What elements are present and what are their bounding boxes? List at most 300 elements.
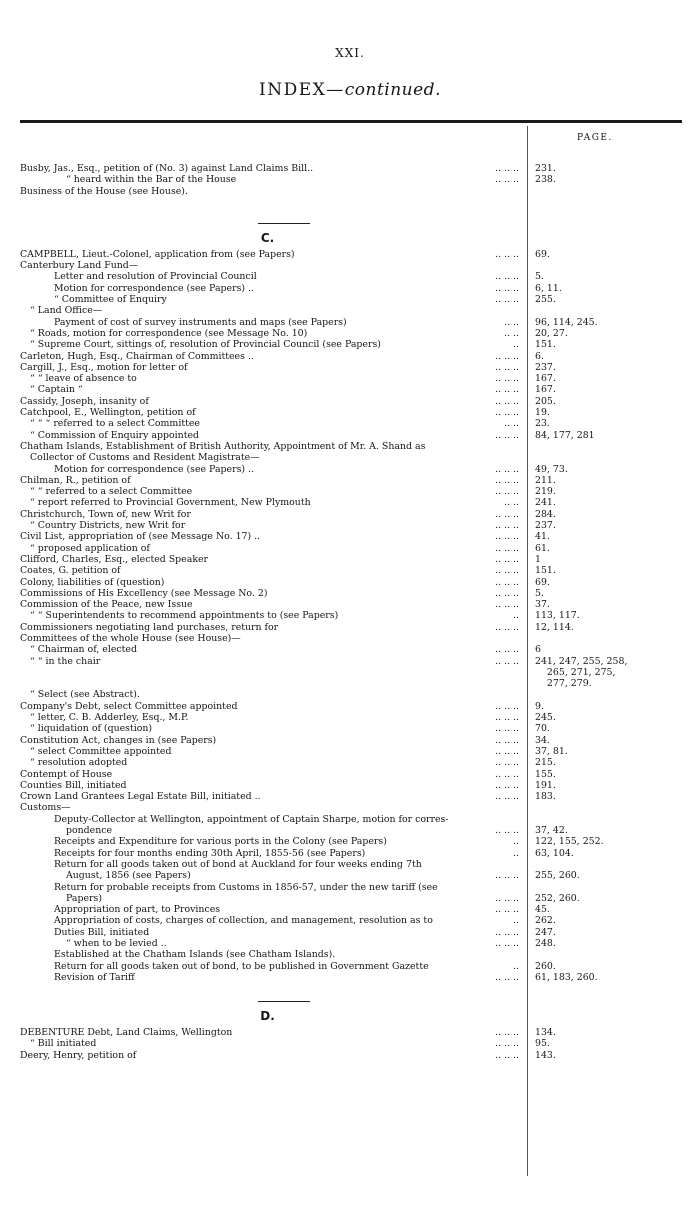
index-entry — [0, 870, 700, 881]
entry-leader-dots: .. .. .. — [491, 543, 519, 554]
entry-leader-dots: .. .. .. — [491, 927, 519, 938]
entry-leader-dots: .. — [509, 836, 519, 847]
entry-description — [20, 1027, 519, 1038]
index-entry — [0, 418, 700, 429]
index-entry — [0, 836, 700, 847]
entry-page-ref: 122, 155, 252. — [535, 836, 604, 848]
entry-text: Receipts for four months ending 30th April, 1855-56 (see Papers) — [54, 847, 366, 859]
entry-text: CAMPBELL, Lieut.-Colonel, application from (see Papers) — [20, 248, 295, 260]
entry-leader-dots: .. .. .. — [491, 554, 519, 565]
entry-leader-dots: .. — [509, 915, 519, 926]
entry-description — [30, 373, 519, 384]
entry-description — [30, 723, 519, 734]
index-entry — [0, 186, 700, 197]
entry-text: Christchurch, Town of, new Writ for — [20, 508, 191, 520]
entry-text: “ Select (see Abstract). — [30, 689, 140, 701]
entry-text: Return for all goods taken out of bond at Auckland for four weeks ending 7th — [54, 858, 422, 870]
index-entry — [0, 848, 700, 859]
entry-page-ref: 231. — [535, 163, 556, 174]
entry-text: Return for all goods taken out of bond, to be published in Government Gazette — [54, 960, 429, 972]
entry-text: Papers) — [66, 892, 102, 904]
entry-description — [20, 769, 519, 780]
entry-text: “ when to be levied .. — [66, 938, 167, 949]
entry-page-ref: 37. — [535, 599, 550, 611]
entry-leader-dots: .. .. .. — [491, 283, 519, 294]
entry-text: “ Captain “ — [30, 384, 83, 396]
entry-description — [20, 441, 519, 452]
entry-text: “ Country Districts, new Writ for — [30, 520, 186, 532]
entry-leader-dots: .. .. .. — [491, 893, 519, 904]
entry-description — [30, 610, 519, 621]
entry-description — [30, 543, 519, 554]
entry-description — [30, 418, 519, 429]
index-entry — [0, 588, 700, 599]
entry-description — [30, 305, 519, 316]
entry-leader-dots: .. .. .. — [491, 757, 519, 768]
entry-text: “ report referred to Provincial Government, New Plymouth — [30, 497, 311, 509]
page-title — [0, 80, 700, 100]
page-column-header: PAGE. — [577, 133, 613, 143]
entry-text: Counties Bill, initiated — [20, 779, 127, 791]
entry-leader-dots: .. .. .. — [491, 938, 519, 949]
entry-text: “ “ in the chair — [30, 655, 101, 667]
entry-page-ref: 6 — [535, 644, 541, 656]
entry-page-ref: 1 — [535, 553, 541, 565]
index-entry — [0, 972, 700, 983]
entry-page-ref: 45. — [535, 904, 550, 916]
entry-description — [30, 656, 519, 667]
entry-page-ref: 37, 42. — [535, 825, 568, 837]
entry-page-ref: 23. — [535, 418, 550, 430]
entry-text: Carleton, Hugh, Esq., Chairman of Committees .. — [20, 350, 254, 362]
entry-page-ref: 19. — [535, 407, 550, 419]
entry-description — [20, 565, 519, 576]
entry-text: “ Committee of Enquiry — [54, 294, 167, 306]
entry-description — [20, 396, 519, 407]
entry-description — [66, 870, 519, 881]
entry-description — [20, 351, 519, 362]
entry-description — [30, 430, 519, 441]
index-entry — [0, 825, 700, 836]
entry-page-ref: 255, 260. — [535, 870, 580, 882]
entry-page-ref: 248. — [535, 938, 556, 949]
entry-leader-dots: .. .. .. — [491, 249, 519, 260]
entry-description — [20, 407, 519, 418]
index-entry — [0, 791, 700, 802]
entry-leader-dots: .. .. .. — [491, 520, 519, 531]
entry-page-ref: 61. — [535, 542, 550, 554]
entry-text: “ liquidation of (question) — [30, 723, 153, 735]
entry-description — [30, 339, 519, 350]
entry-page-ref: 219. — [535, 486, 556, 498]
section-heading — [0, 217, 700, 249]
section-divider — [258, 223, 310, 224]
entry-text: Commissions of His Excellency (see Message No. 2) — [20, 587, 268, 599]
entry-text: Coates, G. petition of — [20, 565, 121, 577]
entry-text: Chilman, R., petition of — [20, 474, 131, 486]
index-entry — [0, 723, 700, 734]
entry-text: “ “ Superintendents to recommend appointments to (see Papers) — [30, 610, 339, 622]
page-folio: XXI. — [335, 46, 365, 60]
entry-description — [66, 174, 519, 185]
index-entry — [0, 938, 700, 949]
entry-page-ref: 113, 117. — [535, 610, 580, 622]
index-entry — [0, 599, 700, 610]
entry-page-ref: 49, 73. — [535, 463, 568, 475]
entry-description — [54, 836, 519, 847]
entry-text: Clifford, Charles, Esq., elected Speaker — [20, 553, 209, 565]
entry-text: Colony, liabilities of (question) — [20, 576, 165, 588]
entry-description — [20, 260, 519, 271]
entry-text: “ Land Office— — [30, 305, 103, 317]
index-entry — [0, 283, 700, 294]
index-entry — [0, 497, 700, 508]
entry-leader-dots: .. .. .. — [491, 599, 519, 610]
entry-description — [30, 1038, 519, 1049]
entry-text: Deputy-Collector at Wellington, appointment of Captain Sharpe, motion for corres- — [54, 813, 449, 825]
entry-text: Busby, Jas., Esq., petition of (No. 3) against Land Claims Bill.. — [20, 163, 314, 174]
entry-leader-dots: .. .. .. — [491, 746, 519, 757]
entry-page-ref: 95. — [535, 1038, 550, 1050]
section-heading — [0, 995, 700, 1027]
section-spacer — [0, 983, 700, 995]
entry-text: Revision of Tariff — [54, 971, 135, 983]
entry-leader-dots: .. .. .. — [491, 464, 519, 475]
entry-description — [20, 362, 519, 373]
entry-page-ref: 247. — [535, 926, 556, 938]
entry-description — [54, 317, 519, 328]
entry-leader-dots: .. .. .. — [491, 712, 519, 723]
index-entry — [0, 464, 700, 475]
index-entry — [0, 678, 700, 689]
index-entry — [0, 1050, 700, 1061]
entry-text: Chatham Islands, Establishment of British Authority, Appointment of Mr. A. Shand as — [20, 440, 426, 452]
entry-description — [30, 689, 519, 700]
entry-description — [30, 486, 519, 497]
entry-leader-dots: .. .. .. — [491, 870, 519, 881]
index-entry — [0, 373, 700, 384]
section-divider — [258, 1001, 310, 1002]
entry-page-ref: 241, 247, 255, 258, — [535, 655, 628, 667]
index-entry — [0, 430, 700, 441]
entry-description — [20, 509, 519, 520]
entry-text: Payment of cost of survey instruments and maps (see Papers) — [54, 316, 347, 328]
section-letter: C. — [260, 230, 275, 245]
entry-text: “ Commission of Enquiry appointed — [30, 429, 200, 441]
entry-text: “ proposed application of — [30, 542, 150, 554]
entry-leader-dots: .. .. .. — [491, 791, 519, 802]
index-entry — [0, 1038, 700, 1049]
entry-text: Customs— — [20, 802, 71, 814]
index-entry — [0, 1027, 700, 1038]
entry-page-ref: 211. — [535, 474, 556, 486]
index-entry — [0, 554, 700, 565]
index-entry — [0, 328, 700, 339]
entry-description — [20, 791, 519, 802]
entry-leader-dots: .. .. .. — [491, 174, 519, 185]
section-spacer — [0, 205, 700, 217]
entry-description — [54, 271, 519, 282]
entry-description — [54, 294, 519, 305]
entry-text: Established at the Chatham Islands (see Chatham Islands). — [54, 949, 336, 961]
entry-leader-dots: .. .. .. — [491, 735, 519, 746]
entry-leader-dots: .. — [509, 961, 519, 972]
entry-leader-dots: .. .. .. — [491, 780, 519, 791]
title-prefix: INDEX— — [259, 80, 345, 100]
entry-leader-dots: .. .. .. — [491, 475, 519, 486]
entry-page-ref: 70. — [535, 723, 550, 735]
entry-page-ref: 151. — [535, 565, 556, 577]
entry-text: DEBENTURE Debt, Land Claims, Wellington — [20, 1027, 233, 1039]
entry-text: Committees of the whole House (see House)— — [20, 632, 241, 644]
index-entry — [0, 305, 700, 316]
entry-page-ref: 284. — [535, 508, 556, 520]
entry-text: “ Bill initiated — [30, 1038, 97, 1050]
index-entry — [0, 520, 700, 531]
entry-text: Business of the House (see House). — [20, 185, 188, 197]
index-entry — [0, 656, 700, 667]
entry-description — [30, 452, 519, 463]
entry-description — [54, 927, 519, 938]
entry-description — [54, 961, 519, 972]
index-entry — [0, 260, 700, 271]
entry-description — [20, 577, 519, 588]
entry-text: Motion for correspondence (see Papers) .. — [54, 463, 254, 475]
entry-text: Collector of Customs and Resident Magistrate— — [30, 452, 260, 464]
entry-description — [54, 949, 519, 960]
index-entry — [0, 633, 700, 644]
entry-leader-dots: .. .. .. — [491, 577, 519, 588]
index-entry — [0, 735, 700, 746]
entry-description — [20, 633, 519, 644]
entry-description — [20, 531, 519, 542]
entry-page-ref: 9. — [535, 700, 544, 712]
entry-page-ref: 69. — [535, 576, 550, 588]
index-entry — [0, 780, 700, 791]
entry-description — [54, 915, 519, 926]
index-entry — [0, 396, 700, 407]
entry-text: Motion for correspondence (see Papers) .. — [54, 282, 254, 294]
index-entry — [0, 174, 700, 185]
entry-text: “ Chairman of, elected — [30, 644, 137, 656]
entry-text: “ Roads, motion for correspondence (see Message No. 10) — [30, 327, 308, 339]
index-entry — [0, 362, 700, 373]
entry-page-ref: 143. — [535, 1049, 556, 1061]
entry-description — [20, 588, 519, 599]
index-entry — [0, 802, 700, 813]
index-entry — [0, 249, 700, 260]
index-entry — [0, 384, 700, 395]
entry-description — [54, 464, 519, 475]
entry-page-ref: 215. — [535, 757, 556, 769]
entry-text: Appropriation of costs, charges of collection, and management, resolution as to — [54, 915, 433, 927]
index-entry — [0, 577, 700, 588]
entry-description — [20, 186, 519, 197]
entry-page-ref: 238. — [535, 174, 556, 186]
entry-page-ref: 151. — [535, 339, 556, 351]
entry-description — [30, 644, 519, 655]
index-entry — [0, 915, 700, 926]
entry-leader-dots: .. .. .. — [491, 294, 519, 305]
entry-text: “ letter, C. B. Adderley, Esq., M.P. — [30, 712, 189, 724]
entry-page-ref: 5. — [535, 271, 544, 283]
entry-page-ref: 252, 260. — [535, 892, 580, 904]
index-entry — [0, 622, 700, 633]
entry-text: Civil List, appropriation of (see Message No. 17) .. — [20, 531, 261, 543]
entry-page-ref: 262. — [535, 915, 556, 927]
entry-leader-dots: .. — [509, 610, 519, 621]
entry-text: “ heard within the Bar of the House — [66, 174, 237, 186]
entry-leader-dots: .. .. .. — [491, 1038, 519, 1049]
entry-description — [20, 249, 519, 260]
entry-description — [20, 701, 519, 712]
index-entry — [0, 882, 700, 893]
entry-text: “ “ referred to a select Committee — [30, 486, 193, 498]
entry-leader-dots: .. .. .. — [491, 825, 519, 836]
entry-text: Commissioners negotiating land purchases, return for — [20, 621, 279, 633]
entry-text: “ Supreme Court, sittings of, resolution of Provincial Council (see Papers) — [30, 339, 381, 351]
entry-description — [20, 735, 519, 746]
entry-leader-dots: .. .. — [500, 497, 519, 508]
entry-description — [30, 384, 519, 395]
entry-page-ref: 237. — [535, 520, 556, 532]
index-entry — [0, 949, 700, 960]
entry-page-ref: 241. — [535, 497, 556, 509]
entry-description — [54, 972, 519, 983]
entry-text: pondence — [66, 825, 113, 837]
entry-description — [30, 328, 519, 339]
entry-description — [66, 893, 519, 904]
entry-leader-dots: .. .. .. — [491, 622, 519, 633]
entry-leader-dots: .. .. .. — [491, 373, 519, 384]
entry-page-ref: 20, 27. — [535, 327, 568, 339]
entry-leader-dots: .. .. .. — [491, 656, 519, 667]
entry-text: “ select Committee appointed — [30, 745, 172, 757]
index-entry — [0, 339, 700, 350]
entry-leader-dots: .. .. .. — [491, 509, 519, 520]
entry-leader-dots: .. .. .. — [491, 486, 519, 497]
index-entry — [0, 859, 700, 870]
header-rule — [20, 120, 682, 123]
index-entry — [0, 531, 700, 542]
entry-page-ref: 34. — [535, 734, 550, 746]
entry-leader-dots: .. — [509, 848, 519, 859]
entry-description — [30, 757, 519, 768]
index-entry — [0, 769, 700, 780]
entry-leader-dots: .. .. .. — [491, 972, 519, 983]
entry-page-ref: 237. — [535, 361, 556, 373]
entry-page-ref: 191. — [535, 779, 556, 791]
entry-description — [54, 814, 519, 825]
entry-description — [20, 622, 519, 633]
entry-description — [20, 554, 519, 565]
entry-description — [66, 825, 519, 836]
entry-page-ref: 255. — [535, 294, 556, 306]
entry-text: Canterbury Land Fund— — [20, 260, 139, 272]
entry-description — [20, 599, 519, 610]
entry-text: Contempt of House — [20, 768, 113, 780]
entry-description — [30, 712, 519, 723]
entry-page-ref: 61, 183, 260. — [535, 971, 598, 983]
entry-leader-dots: .. .. — [500, 418, 519, 429]
index-entry — [0, 543, 700, 554]
entry-page-ref: 37, 81. — [535, 745, 568, 757]
entry-text: Cassidy, Joseph, insanity of — [20, 395, 149, 407]
entry-description — [20, 802, 519, 813]
entry-leader-dots: .. .. .. — [491, 1050, 519, 1061]
entry-text: Letter and resolution of Provincial Council — [54, 271, 257, 283]
entry-leader-dots: .. .. .. — [491, 1027, 519, 1038]
index-entry — [0, 486, 700, 497]
entry-leader-dots: .. .. .. — [491, 396, 519, 407]
entry-leader-dots: .. .. .. — [491, 565, 519, 576]
entry-page-ref: 167. — [535, 384, 556, 396]
entry-page-ref: 6, 11. — [535, 282, 562, 294]
entry-text: Cargill, J., Esq., motion for letter of — [20, 361, 188, 373]
entry-description — [54, 848, 519, 859]
entry-page-ref: 12, 114. — [535, 621, 574, 633]
entry-page-ref: 277, 279. — [535, 678, 592, 690]
entry-page-ref: 265, 271, 275, — [535, 666, 616, 678]
entry-description — [54, 859, 519, 870]
entry-text: Duties Bill, initiated — [54, 926, 150, 938]
entry-leader-dots: .. .. .. — [491, 701, 519, 712]
entry-leader-dots: .. .. .. — [491, 588, 519, 599]
index-entry — [0, 271, 700, 282]
index-entry — [0, 757, 700, 768]
entry-leader-dots: .. .. .. — [491, 351, 519, 362]
index-entry — [0, 452, 700, 463]
entry-page-ref: 96, 114, 245. — [535, 316, 598, 328]
index-entry — [0, 294, 700, 305]
entry-page-ref: 69. — [535, 248, 550, 260]
index-entries — [0, 163, 700, 1061]
index-entry — [0, 961, 700, 972]
entry-page-ref: 84, 177, 281 — [535, 429, 595, 441]
entry-page-ref: 41. — [535, 531, 550, 543]
entry-leader-dots: .. .. — [500, 328, 519, 339]
entry-text: Crown Land Grantees Legal Estate Bill, initiated .. — [20, 791, 261, 803]
index-entry — [0, 163, 700, 174]
entry-leader-dots: .. .. .. — [491, 362, 519, 373]
entry-description — [30, 520, 519, 531]
entry-page-ref: 245. — [535, 712, 556, 724]
index-entry — [0, 927, 700, 938]
entry-description — [54, 882, 519, 893]
entry-text: Appropriation of part, to Provinces — [54, 904, 221, 916]
entry-text: Receipts and Expenditure for various ports in the Colony (see Papers) — [54, 836, 387, 848]
index-entry — [0, 317, 700, 328]
entry-text: “ resolution adopted — [30, 757, 128, 769]
entry-leader-dots: .. .. .. — [491, 271, 519, 282]
section-letter: D. — [260, 1009, 275, 1024]
entry-leader-dots: .. .. .. — [491, 723, 519, 734]
section-spacer — [0, 197, 700, 205]
index-entry — [0, 644, 700, 655]
entry-text: “ “ leave of absence to — [30, 373, 137, 385]
entry-text: Commission of the Peace, new Issue — [20, 599, 193, 611]
index-entry — [0, 441, 700, 452]
entry-page-ref: 6. — [535, 350, 544, 362]
entry-description — [66, 938, 519, 949]
entry-page-ref: 5. — [535, 587, 544, 599]
entry-text: Constitution Act, changes in (see Papers) — [20, 734, 217, 746]
entry-description — [20, 163, 519, 174]
index-entry — [0, 610, 700, 621]
entry-leader-dots: .. .. .. — [491, 407, 519, 418]
entry-text: Company's Debt, select Committee appointed — [20, 700, 238, 712]
entry-leader-dots: .. .. .. — [491, 163, 519, 174]
